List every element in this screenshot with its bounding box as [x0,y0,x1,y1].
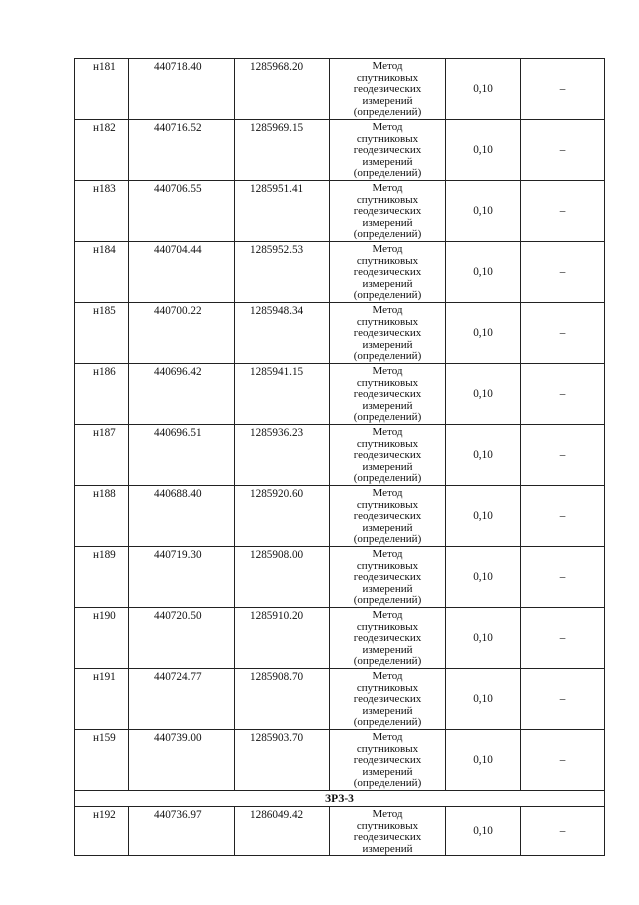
point-id: н185 [75,303,129,364]
empty-dash: – [521,181,605,242]
y-coordinate: 1285952.53 [235,242,330,303]
y-coordinate: 1285948.34 [235,303,330,364]
method-line: геодезических [353,327,422,340]
empty-dash: – [521,242,605,303]
point-id: н191 [75,669,129,730]
method-line: спутниковых [356,315,419,328]
accuracy-value: 0,10 [446,669,521,730]
table-row [75,486,605,547]
method-line: измерений [362,399,413,412]
method-line: спутниковых [356,681,419,694]
accuracy-value: 0,10 [446,242,521,303]
method-line: геодезических [353,693,422,706]
method-line: Метод [372,121,403,133]
method-cell [330,730,446,791]
y-coordinate: 1286049.42 [235,807,330,856]
method-line: Метод [372,808,403,820]
y-coordinate: 1285910.20 [235,608,330,669]
accuracy-value: 0,10 [446,486,521,547]
method-line: Метод [372,609,403,621]
method-cell [330,608,446,669]
method-line: измерений [362,842,413,855]
method-line: измерений [362,155,413,168]
empty-dash: – [521,547,605,608]
method-line: (определений) [353,167,422,180]
empty-dash: – [521,807,605,856]
x-coordinate: 440700.22 [129,303,235,364]
table-row [75,242,605,303]
method-line: (определений) [353,777,422,790]
accuracy-value: 0,10 [446,730,521,791]
y-coordinate: 1285908.70 [235,669,330,730]
table-row [75,608,605,669]
method-line: (определений) [353,533,422,546]
method-cell [330,486,446,547]
empty-dash: – [521,425,605,486]
method-line: геодезических [353,449,422,462]
x-coordinate: 440696.42 [129,364,235,425]
x-coordinate: 440724.77 [129,669,235,730]
point-id: н183 [75,181,129,242]
method-line: Метод [372,365,403,377]
method-line: (определений) [353,106,422,119]
method-line: измерений [362,338,413,351]
y-coordinate: 1285920.60 [235,486,330,547]
point-id: н187 [75,425,129,486]
method-line: геодезических [353,144,422,157]
method-line: (определений) [353,228,422,241]
method-cell [330,303,446,364]
x-coordinate: 440706.55 [129,181,235,242]
coordinates-table [74,58,605,856]
method-line: (определений) [353,472,422,485]
accuracy-value: 0,10 [446,181,521,242]
method-line: измерений [362,460,413,473]
method-cell [330,807,446,856]
method-line: Метод [372,548,403,560]
table-row [75,730,605,791]
method-line: Метод [372,304,403,316]
empty-dash: – [521,120,605,181]
y-coordinate: 1285941.15 [235,364,330,425]
table-row [75,364,605,425]
method-line: Метод [372,426,403,438]
x-coordinate: 440716.52 [129,120,235,181]
empty-dash: – [521,303,605,364]
x-coordinate: 440719.30 [129,547,235,608]
method-cell [330,181,446,242]
table-row [75,303,605,364]
method-line: измерений [362,216,413,229]
y-coordinate: 1285908.00 [235,547,330,608]
method-line: спутниковых [356,254,419,267]
method-line: измерений [362,582,413,595]
method-line: геодезических [353,632,422,645]
point-id: н184 [75,242,129,303]
accuracy-value: 0,10 [446,547,521,608]
method-line: спутниковых [356,132,419,145]
method-cell [330,364,446,425]
method-cell [330,120,446,181]
method-line: измерений [362,704,413,717]
point-id: н182 [75,120,129,181]
accuracy-value: 0,10 [446,59,521,120]
method-line: Метод [372,60,403,72]
y-coordinate: 1285903.70 [235,730,330,791]
accuracy-value: 0,10 [446,608,521,669]
method-line: геодезических [353,754,422,767]
method-line: измерений [362,643,413,656]
x-coordinate: 440696.51 [129,425,235,486]
method-line: спутниковых [356,819,419,832]
method-line: спутниковых [356,71,419,84]
method-line: спутниковых [356,376,419,389]
accuracy-value: 0,10 [446,120,521,181]
method-line: геодезических [353,388,422,401]
method-line: измерений [362,277,413,290]
section-label: ЗРЗ-3 [75,791,605,807]
x-coordinate: 440704.44 [129,242,235,303]
y-coordinate: 1285968.20 [235,59,330,120]
method-cell [330,242,446,303]
point-id: н159 [75,730,129,791]
accuracy-value: 0,10 [446,303,521,364]
table-row [75,425,605,486]
point-id: н181 [75,59,129,120]
method-line: Метод [372,243,403,255]
x-coordinate: 440718.40 [129,59,235,120]
empty-dash: – [521,364,605,425]
method-line: (определений) [353,655,422,668]
empty-dash: – [521,59,605,120]
method-line: (определений) [353,411,422,424]
method-line: Метод [372,731,403,743]
method-line: спутниковых [356,437,419,450]
method-line: спутниковых [356,498,419,511]
accuracy-value: 0,10 [446,364,521,425]
x-coordinate: 440736.97 [129,807,235,856]
method-line: геодезических [353,831,422,844]
method-cell [330,669,446,730]
method-line: Метод [372,487,403,499]
empty-dash: – [521,486,605,547]
table-row [75,59,605,120]
method-line: геодезических [353,205,422,218]
method-line: измерений [362,765,413,778]
empty-dash: – [521,669,605,730]
point-id: н192 [75,807,129,856]
method-cell [330,425,446,486]
method-cell [330,547,446,608]
table-row [75,120,605,181]
method-line: спутниковых [356,742,419,755]
method-line: измерений [362,94,413,107]
y-coordinate: 1285936.23 [235,425,330,486]
method-line: (определений) [353,289,422,302]
point-id: н186 [75,364,129,425]
method-line: (определений) [353,594,422,607]
method-line: геодезических [353,83,422,96]
x-coordinate: 440739.00 [129,730,235,791]
method-line: геодезических [353,510,422,523]
point-id: н190 [75,608,129,669]
empty-dash: – [521,730,605,791]
point-id: н188 [75,486,129,547]
method-line: спутниковых [356,193,419,206]
section-header-row [75,791,605,807]
table-row [75,807,605,856]
method-line: Метод [372,182,403,194]
x-coordinate: 440688.40 [129,486,235,547]
method-line: спутниковых [356,620,419,633]
method-line: геодезических [353,266,422,279]
table-row [75,181,605,242]
y-coordinate: 1285969.15 [235,120,330,181]
method-line: (определений) [353,350,422,363]
accuracy-value: 0,10 [446,425,521,486]
table-row [75,547,605,608]
method-cell [330,59,446,120]
method-line: Метод [372,670,403,682]
table-row [75,669,605,730]
x-coordinate: 440720.50 [129,608,235,669]
empty-dash: – [521,608,605,669]
y-coordinate: 1285951.41 [235,181,330,242]
point-id: н189 [75,547,129,608]
method-line: спутниковых [356,559,419,572]
accuracy-value: 0,10 [446,807,521,856]
method-line: измерений [362,521,413,534]
method-line: (определений) [353,716,422,729]
method-line: геодезических [353,571,422,584]
